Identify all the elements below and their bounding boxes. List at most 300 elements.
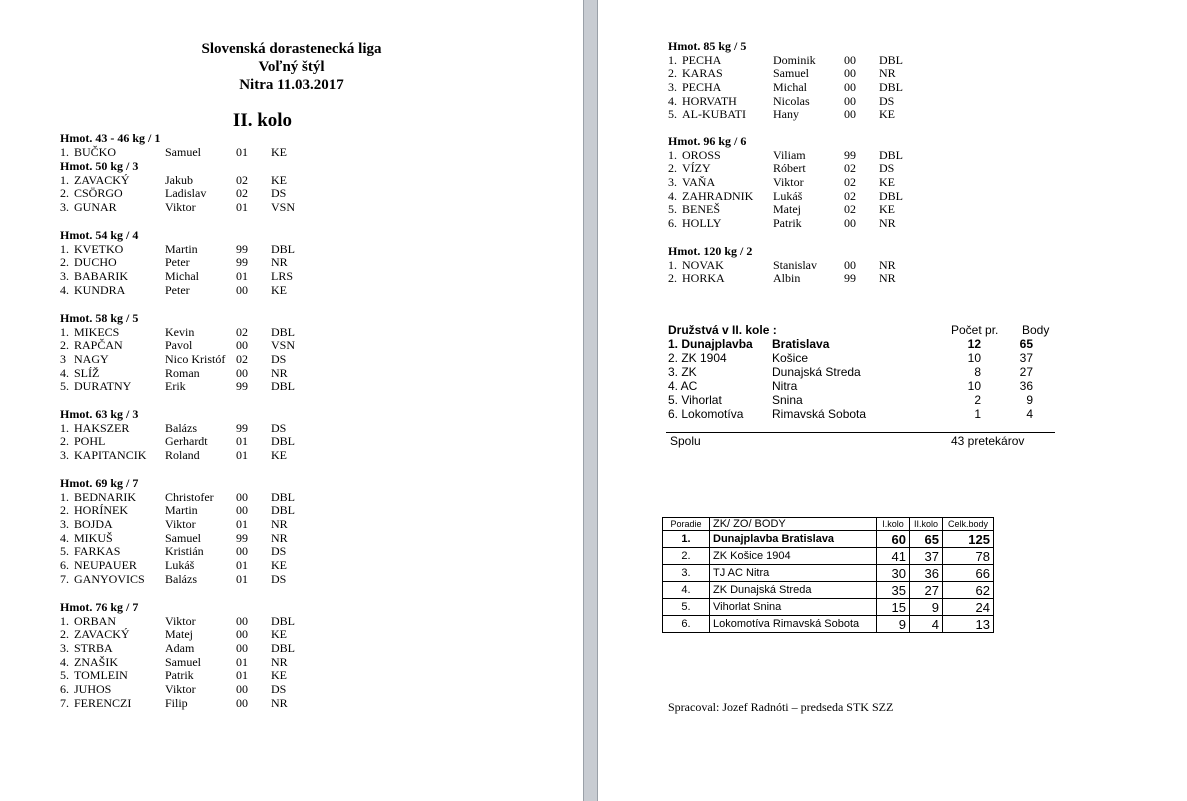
result-row [60, 559, 320, 573]
result-birth-year: 00 [236, 627, 248, 642]
result-rank: 2. [668, 271, 677, 286]
result-first-name: Martin [165, 503, 198, 518]
standings-club: TJ AC Nitra [710, 565, 877, 582]
result-row [60, 449, 320, 463]
result-row [668, 54, 928, 68]
standings-table [662, 517, 994, 633]
result-birth-year: 02 [844, 161, 856, 176]
category-title: Hmot. 43 - 46 kg / 1 [60, 131, 161, 145]
teams-total [670, 434, 1060, 448]
result-surname: VÍZY [682, 161, 711, 176]
result-surname: TOMLEIN [74, 668, 128, 683]
team-row [668, 351, 1058, 365]
result-club: VSN [271, 200, 296, 215]
result-row [60, 615, 320, 629]
result-row [668, 149, 928, 163]
standings-row [663, 565, 994, 582]
standings-club: ZK Dunajská Streda [710, 582, 877, 599]
result-birth-year: 00 [844, 93, 856, 108]
result-row [668, 217, 928, 231]
result-surname: VAŇA [682, 175, 716, 190]
result-surname: ZNAŠIK [74, 654, 118, 669]
result-rank: 4. [60, 654, 69, 669]
standings-club: ZK Košice 1904 [710, 548, 877, 565]
category-title: Hmot. 50 kg / 3 [60, 159, 139, 173]
result-club: VSN [271, 338, 296, 353]
result-rank: 1. [60, 172, 69, 187]
team-row [668, 365, 1058, 379]
result-birth-year: 02 [236, 172, 248, 187]
standings-club: Lokomotíva Rimavská Sobota [710, 616, 877, 633]
team-points: 27 [1019, 365, 1033, 379]
result-birth-year: 01 [236, 434, 248, 449]
result-club: DBL [271, 379, 295, 394]
standings-total: 24 [943, 599, 994, 616]
category-title: Hmot. 76 kg / 7 [60, 600, 139, 614]
result-first-name: Viktor [165, 517, 196, 532]
weight-category [60, 408, 320, 463]
team-club: 6. Lokomotíva [668, 407, 744, 421]
team-points: 9 [1026, 393, 1033, 407]
result-rank: 1. [60, 324, 69, 339]
result-surname: PECHA [682, 80, 722, 95]
result-rank: 4. [668, 93, 677, 108]
result-rank: 3 [60, 352, 66, 367]
result-rank: 7. [60, 571, 69, 586]
standings-rank: 6. [663, 616, 710, 633]
result-row [668, 176, 928, 190]
result-rank: 6. [60, 558, 69, 573]
standings-row [663, 616, 994, 633]
result-first-name: Martin [165, 241, 198, 256]
result-row [60, 697, 320, 711]
result-row [668, 203, 928, 217]
result-rank: 2. [668, 66, 677, 81]
result-rank: 5. [60, 668, 69, 683]
result-club: DBL [879, 188, 903, 203]
result-rank: 2. [60, 627, 69, 642]
result-row [60, 545, 320, 559]
result-row [60, 683, 320, 697]
result-birth-year: 00 [844, 66, 856, 81]
weight-category [60, 132, 320, 159]
result-surname: RAPČAN [74, 338, 123, 353]
result-first-name: Patrik [773, 216, 802, 231]
result-club: NR [879, 216, 896, 231]
team-row [668, 379, 1058, 393]
result-rank: 6. [60, 682, 69, 697]
result-surname: GANYOVICS [74, 571, 145, 586]
result-birth-year: 01 [236, 448, 248, 463]
teams-header [668, 323, 1058, 337]
league-title: Slovenská dorastenecká liga [201, 41, 382, 57]
result-rank: 5. [60, 544, 69, 559]
result-club: NR [271, 530, 288, 545]
result-club: DS [879, 93, 895, 108]
result-row [668, 81, 928, 95]
result-first-name: Jakub [165, 172, 193, 187]
standings-row [663, 582, 994, 599]
result-birth-year: 99 [844, 147, 856, 162]
result-rank: 2. [60, 503, 69, 518]
right-page [598, 0, 1187, 801]
result-surname: ORBAN [74, 613, 117, 628]
page-gutter [583, 0, 598, 801]
team-city: Košice [772, 351, 809, 365]
result-club: DBL [879, 52, 903, 67]
result-surname: NAGY [74, 352, 109, 367]
result-row [668, 162, 928, 176]
result-first-name: Pavol [165, 338, 193, 353]
result-rank: 2. [60, 255, 69, 270]
standings-total: 78 [943, 548, 994, 565]
result-row [60, 146, 320, 160]
result-row [60, 201, 320, 215]
result-birth-year: 01 [236, 200, 248, 215]
result-club: DS [271, 682, 287, 697]
weight-category [60, 601, 320, 711]
result-first-name: Viktor [773, 175, 804, 190]
team-points: 36 [1019, 379, 1033, 393]
result-birth-year: 00 [844, 107, 856, 122]
standings-total: 66 [943, 565, 994, 582]
result-rank: 1. [60, 613, 69, 628]
teams-header-label: Družstvá v II. kole : [668, 323, 777, 337]
result-club: DBL [271, 241, 295, 256]
result-rank: 2. [668, 161, 677, 176]
result-club: NR [271, 695, 288, 710]
result-first-name: Samuel [165, 654, 201, 669]
team-count: 2 [974, 393, 981, 407]
standings-round2: 9 [910, 599, 943, 616]
result-rank: 1. [60, 144, 69, 159]
result-first-name: Kevin [165, 324, 195, 339]
result-surname: PECHA [682, 52, 722, 67]
result-first-name: Hany [773, 107, 799, 122]
result-rank: 5. [668, 107, 677, 122]
standings-col-rank: Poradie [663, 518, 710, 531]
result-rank: 1. [60, 241, 69, 256]
standings-rank: 3. [663, 565, 710, 582]
result-first-name: Matej [165, 627, 193, 642]
result-birth-year: 99 [236, 420, 248, 435]
result-first-name: Samuel [165, 144, 201, 159]
result-club: LRS [271, 269, 294, 284]
result-rank: 5. [60, 379, 69, 394]
result-surname: HORKA [682, 271, 725, 286]
result-first-name: Samuel [165, 530, 201, 545]
result-row [668, 259, 928, 273]
result-row [60, 187, 320, 201]
result-birth-year: 99 [844, 271, 856, 286]
result-birth-year: 02 [844, 188, 856, 203]
result-birth-year: 00 [236, 613, 248, 628]
result-club: KE [879, 175, 895, 190]
result-club: DBL [879, 80, 903, 95]
result-rank: 1. [668, 147, 677, 162]
result-rank: 3. [668, 80, 677, 95]
weight-category [60, 160, 320, 215]
result-birth-year: 00 [844, 216, 856, 231]
result-birth-year: 01 [236, 517, 248, 532]
result-surname: HORÍNEK [74, 503, 128, 518]
result-first-name: Nico Kristóf [165, 352, 226, 367]
result-rank: 4. [60, 365, 69, 380]
result-rank: 4. [60, 282, 69, 297]
team-count: 10 [967, 351, 981, 365]
result-surname: CSÖRGO [74, 186, 123, 201]
result-club: KE [271, 558, 287, 573]
result-surname: HOLLY [682, 216, 722, 231]
result-row [60, 353, 320, 367]
result-first-name: Gerhardt [165, 434, 208, 449]
result-birth-year: 02 [844, 202, 856, 217]
result-rank: 1. [668, 52, 677, 67]
result-birth-year: 99 [236, 379, 248, 394]
result-club: DS [271, 420, 287, 435]
result-birth-year: 01 [236, 269, 248, 284]
standings-col-club: ZK/ ZO/ BODY [710, 518, 877, 531]
standings-col-total: Celk.body [943, 518, 994, 531]
standings-row [663, 599, 994, 616]
teams-summary [668, 323, 1058, 421]
result-club: DS [271, 352, 287, 367]
result-club: KE [271, 668, 287, 683]
result-surname: MIKECS [74, 324, 120, 339]
result-first-name: Peter [165, 255, 190, 270]
result-club: NR [271, 517, 288, 532]
result-surname: HORVATH [682, 93, 737, 108]
team-points: 37 [1019, 351, 1033, 365]
result-birth-year: 00 [844, 80, 856, 95]
result-row [60, 326, 320, 340]
result-first-name: Stanislav [773, 257, 817, 272]
result-birth-year: 02 [844, 175, 856, 190]
team-city: Snina [772, 393, 803, 407]
result-club: NR [879, 257, 896, 272]
standings-round1: 60 [877, 531, 910, 548]
result-surname: ZAVACKÝ [74, 172, 130, 187]
result-rank: 5. [668, 202, 677, 217]
team-count: 10 [967, 379, 981, 393]
standings-round1: 35 [877, 582, 910, 599]
result-surname: MIKUŠ [74, 530, 113, 545]
result-birth-year: 00 [236, 682, 248, 697]
result-first-name: Lukáš [165, 558, 195, 573]
result-birth-year: 01 [236, 654, 248, 669]
result-first-name: Viliam [773, 147, 806, 162]
result-surname: NOVAK [682, 257, 724, 272]
result-club: KE [271, 627, 287, 642]
category-title: Hmot. 58 kg / 5 [60, 311, 139, 325]
team-points: 65 [1019, 337, 1033, 351]
team-row [668, 393, 1058, 407]
result-rank: 3. [60, 200, 69, 215]
result-surname: JUHOS [74, 682, 112, 697]
category-title: Hmot. 54 kg / 4 [60, 228, 139, 242]
result-birth-year: 00 [844, 257, 856, 272]
category-title: Hmot. 96 kg / 6 [668, 134, 747, 148]
result-club: DS [271, 544, 287, 559]
result-surname: FARKAS [74, 544, 121, 559]
standings-round2: 36 [910, 565, 943, 582]
result-surname: BUČKO [74, 144, 117, 159]
result-club: NR [879, 271, 896, 286]
result-row [60, 435, 320, 449]
standings-rank: 1. [663, 531, 710, 548]
result-club: DBL [271, 503, 295, 518]
result-club: DBL [271, 324, 295, 339]
document-header [0, 40, 583, 94]
result-club: KE [271, 172, 287, 187]
result-club: KE [879, 107, 895, 122]
result-club: NR [271, 255, 288, 270]
result-club: DS [271, 186, 287, 201]
result-birth-year: 01 [236, 571, 248, 586]
result-surname: DURATNY [74, 379, 132, 394]
result-rank: 4. [668, 188, 677, 203]
result-surname: NEUPAUER [74, 558, 137, 573]
result-birth-year: 00 [236, 544, 248, 559]
result-birth-year: 00 [236, 503, 248, 518]
result-first-name: Nicolas [773, 93, 810, 108]
result-club: KE [879, 202, 895, 217]
result-surname: DUCHO [74, 255, 117, 270]
result-birth-year: 00 [236, 282, 248, 297]
result-row [668, 108, 928, 122]
result-row [668, 190, 928, 204]
result-first-name: Albin [773, 271, 801, 286]
standings-row [663, 531, 994, 548]
total-label: Spolu [670, 434, 701, 448]
standings-round2: 27 [910, 582, 943, 599]
result-row [60, 491, 320, 505]
result-surname: SLÍŽ [74, 365, 100, 380]
result-first-name: Viktor [165, 682, 196, 697]
standings-rank: 2. [663, 548, 710, 565]
standings-round1: 41 [877, 548, 910, 565]
category-title: Hmot. 63 kg / 3 [60, 407, 139, 421]
total-value: 43 pretekárov [951, 434, 1025, 448]
category-title: Hmot. 69 kg / 7 [60, 476, 139, 490]
result-surname: KARAS [682, 66, 723, 81]
result-row [668, 67, 928, 81]
result-row [60, 518, 320, 532]
team-city: Rimavská Sobota [772, 407, 867, 421]
result-club: DS [271, 571, 287, 586]
weight-category [60, 229, 320, 297]
standings-total: 62 [943, 582, 994, 599]
result-row [668, 272, 928, 286]
style-title: Voľný štýl [258, 59, 325, 75]
team-city: Nitra [772, 379, 798, 393]
result-rank: 2. [60, 338, 69, 353]
result-first-name: Christofer [165, 489, 214, 504]
result-first-name: Michal [773, 80, 807, 95]
result-first-name: Viktor [165, 613, 196, 628]
result-row [60, 504, 320, 518]
team-city: Dunajská Streda [772, 365, 861, 379]
result-club: NR [271, 365, 288, 380]
result-rank: 3. [60, 517, 69, 532]
weight-category [60, 312, 320, 394]
standings-round2: 37 [910, 548, 943, 565]
result-first-name: Peter [165, 282, 190, 297]
result-rank: 3. [60, 269, 69, 284]
result-surname: GUNAR [74, 200, 117, 215]
result-birth-year: 99 [236, 530, 248, 545]
result-first-name: Balázs [165, 571, 197, 586]
result-birth-year: 01 [236, 144, 248, 159]
result-club: DBL [271, 489, 295, 504]
result-row [668, 95, 928, 109]
footer-note: Spracoval: Jozef Radnóti – predseda STK SZZ [668, 700, 894, 714]
result-rank: 3. [60, 448, 69, 463]
standings-round1: 9 [877, 616, 910, 633]
teams-header-count: Počet pr. [951, 323, 999, 337]
venue-date: Nitra 11.03.2017 [239, 77, 344, 93]
result-first-name: Patrik [165, 668, 194, 683]
result-rank: 3. [60, 641, 69, 656]
standings-col-round1: I.kolo [877, 518, 910, 531]
result-first-name: Viktor [165, 200, 196, 215]
result-row [60, 532, 320, 546]
category-title: Hmot. 85 kg / 5 [668, 39, 747, 53]
result-birth-year: 01 [236, 668, 248, 683]
result-rank: 7. [60, 695, 69, 710]
standings-rank: 4. [663, 582, 710, 599]
result-birth-year: 02 [236, 352, 248, 367]
standings-rank: 5. [663, 599, 710, 616]
team-count: 8 [974, 365, 981, 379]
standings-round2: 4 [910, 616, 943, 633]
result-row [60, 656, 320, 670]
result-birth-year: 00 [844, 52, 856, 67]
team-club: 5. Vihorlat [668, 393, 722, 407]
result-club: DBL [879, 147, 903, 162]
team-count: 12 [967, 337, 981, 351]
team-club: 2. ZK 1904 [668, 351, 727, 365]
result-first-name: Michal [165, 269, 199, 284]
weight-category [668, 245, 928, 286]
team-count: 1 [974, 407, 981, 421]
result-row [60, 174, 320, 188]
result-birth-year: 00 [236, 489, 248, 504]
result-birth-year: 01 [236, 558, 248, 573]
teams-rows [668, 337, 1058, 421]
result-first-name: Adam [165, 641, 195, 656]
result-surname: ZAHRADNIK [682, 188, 754, 203]
standings-col-round2: II.kolo [910, 518, 943, 531]
result-row [60, 380, 320, 394]
result-first-name: Erik [165, 379, 186, 394]
result-first-name: Matej [773, 202, 801, 217]
result-row [60, 628, 320, 642]
team-row [668, 337, 1058, 351]
result-surname: KUNDRA [74, 282, 126, 297]
result-birth-year: 00 [236, 365, 248, 380]
category-title: Hmot. 120 kg / 2 [668, 244, 753, 258]
result-row [60, 573, 320, 587]
result-surname: HAKSZER [74, 420, 130, 435]
result-rank: 4. [60, 530, 69, 545]
result-club: NR [879, 66, 896, 81]
result-row [60, 284, 320, 298]
result-surname: BENEŠ [682, 202, 721, 217]
result-first-name: Balázs [165, 420, 197, 435]
result-rank: 6. [668, 216, 677, 231]
team-club: 1. Dunajplavba [668, 337, 753, 351]
